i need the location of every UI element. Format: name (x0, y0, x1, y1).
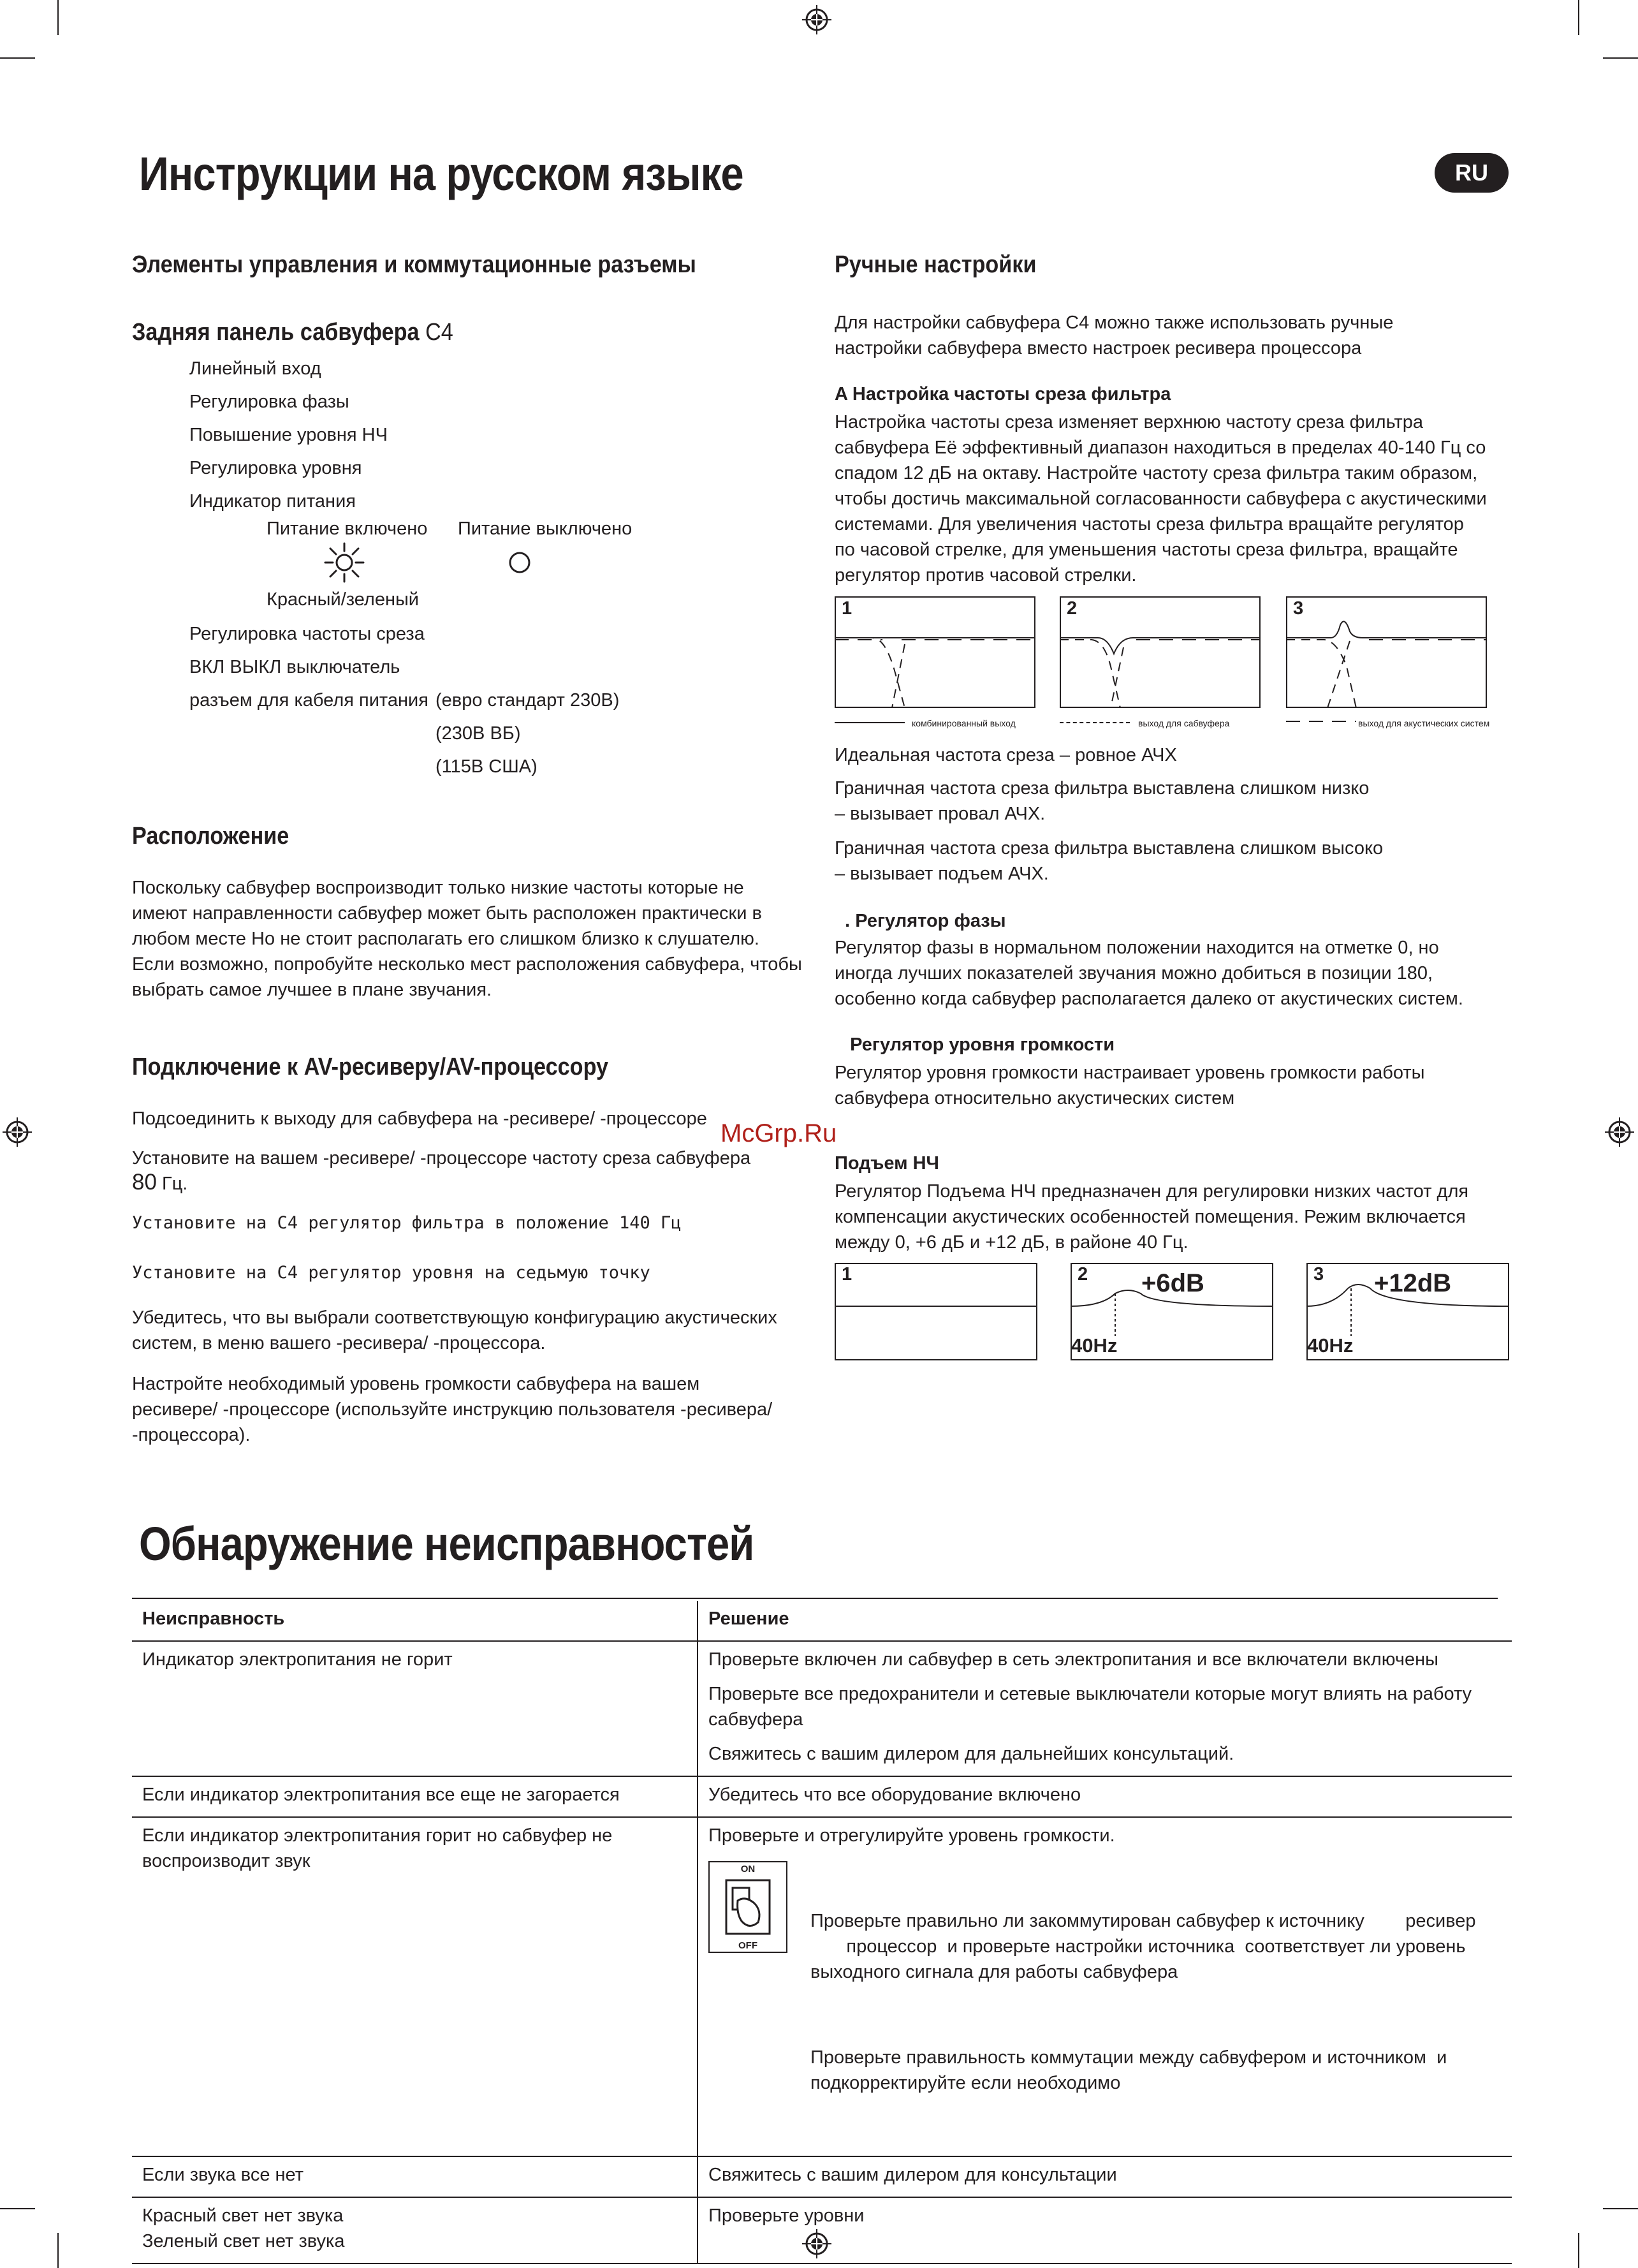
registration-mark-icon (801, 4, 833, 36)
legend-label: выход для сабвуфера (1138, 718, 1230, 728)
graph-number: 1 (842, 1264, 852, 1285)
power-switch-icon: ON OFF (708, 1861, 787, 1953)
connection-step: Установите на вашем -ресивере/ -процессоре частоту среза сабвуфера (132, 1148, 751, 1168)
crop-mark (1603, 2208, 1638, 2209)
controls-item: Регулировка уровня (189, 458, 362, 478)
socket-type: (115В США) (435, 756, 537, 777)
table-row (132, 1641, 1512, 1776)
connection-step: Настройте необходимый уровень громкости сабвуфера на вашем ресивере/ -процессоре (используйте инструкцию пользователя -ресивера/ -процессора). (132, 1374, 773, 1445)
controls-item: Линейный вход (189, 358, 321, 379)
phase-title: . Регулятор фазы (835, 911, 1006, 931)
crossover-note: Идеальная частота среза – ровное АЧХ (835, 745, 1177, 765)
graph-number: 2 (1067, 598, 1078, 619)
crop-mark (0, 57, 35, 59)
crop-mark (0, 2208, 35, 2209)
table-top-rule (132, 1598, 1498, 1599)
legend-line-long-dash (1286, 719, 1356, 723)
boost-graph-1 (835, 1263, 1037, 1360)
crop-mark (57, 2233, 59, 2268)
legend-line-dashed (1060, 722, 1130, 723)
boost-freq-label: 40Hz (1071, 1334, 1118, 1357)
socket-type: (230В ВБ) (435, 723, 521, 744)
crossover-note: Граничная частота среза фильтра выставлена слишком низко – вызывает провал АЧХ. (835, 778, 1370, 824)
connection-step: Установите на C4 регулятор фильтра в положение 140 Гц (132, 1213, 682, 1233)
connection-step: Убедитесь, что вы выбрали соответствующую конфигурацию акустических систем, в меню вашего -ресивера/ -процессора. (132, 1307, 777, 1353)
controls-item: Регулировка фазы (189, 392, 349, 412)
level-text: Регулятор уровня громкости настраивает уровень громкости работы сабвуфера относительно акустических систем (835, 1063, 1425, 1108)
problem-cell: Индикатор электропитания не горит (132, 1641, 698, 1776)
crossover-graph-1 (835, 596, 1035, 708)
manual-heading: Ручные настройки (835, 251, 1037, 278)
table-row (132, 2197, 1512, 2264)
rear-panel-heading: Задняя панель сабвуфера C4 (132, 319, 453, 346)
solution-cell: Проверьте и отрегулируйте уровень громкости. ON OFF Проверьте правильно ли закоммутирован сабвуфер к источнику ресивер процессор и проверьте настройки источника соответствует ли уровень выходного сигнала для работы сабвуфера Проверьте правильность коммутации между сабвуфером и источником и подкорректируйте если необходимо (708, 1825, 1476, 2093)
registration-mark-icon (1604, 1116, 1635, 1148)
led-color-label: Красный/зеленый (267, 589, 420, 610)
boost-text: Регулятор Подъема НЧ предназначен для регулировки низких частот для компенсации акустических особенностей помещения. Режим включается между 0, +6 дБ и +12 дБ, в районе 40 Гц. (835, 1181, 1469, 1253)
problem-cell: Если индикатор электропитания горит но сабвуфер не воспроизводит звук (132, 1817, 698, 2156)
legend-line-solid (835, 722, 905, 723)
troubleshooting-table (132, 1601, 1512, 2264)
graph-number: 3 (1293, 598, 1304, 619)
controls-item: Повышение уровня НЧ (189, 425, 388, 445)
power-socket-label: разъем для кабеля питания (189, 690, 428, 711)
controls-item: Индикатор питания (189, 491, 356, 512)
placement-text: Поскольку сабвуфер воспроизводит только низкие частоты которые не имеют направленности сабвуфер может быть расположен практически в любом месте Но не стоит располагать его слишком близко к слушателю. Если возможно, попробуйте несколько мест расположения сабвуфера, чтобы выбрать самое лучшее в плане звучания. (132, 878, 802, 1000)
power-off-led-icon (508, 551, 531, 574)
connection-heading: Подключение к AV-ресиверу/AV-процессору (132, 1054, 609, 1080)
graph-number: 2 (1078, 1264, 1088, 1285)
problem-column-header: Неисправность (132, 1601, 698, 1641)
graph-number: 3 (1313, 1264, 1324, 1285)
crossover-label: Регулировка частоты среза (189, 624, 425, 644)
crossover-title: A Настройка частоты среза фильтра (835, 384, 1171, 404)
crop-mark (1603, 57, 1638, 59)
crop-mark (1578, 2233, 1579, 2268)
power-off-label: Питание выключено (458, 519, 633, 539)
boost-title: Подъем НЧ (835, 1153, 939, 1174)
solution-column-header: Решение (708, 1609, 789, 1629)
solution-cell: Проверьте включен ли сабвуфер в сеть электропитания и все включатели включены Проверьте все предохранители и сетевые выключатели которые могут влиять на работу сабвуфера Свяжитесь с вашим дилером для дальнейших консультаций. (708, 1649, 1472, 1764)
problem-cell: Красный свет нет звука Зеленый свет нет звука (132, 2197, 698, 2264)
power-on-label: Питание включено (267, 519, 428, 539)
solution-cell: Свяжитесь с вашим дилером для консультации (708, 2165, 1117, 2185)
crop-mark (57, 0, 59, 35)
boost-level-label: +12dB (1374, 1269, 1452, 1297)
language-badge: RU (1435, 153, 1509, 193)
problem-cell: Если индикатор электропитания все еще не загорается (132, 1776, 698, 1817)
solution-cell: Убедитесь что все оборудование включено (708, 1785, 1081, 1805)
power-on-led-icon (324, 542, 365, 583)
placement-heading: Расположение (132, 823, 289, 850)
boost-freq-label: 40Hz (1307, 1334, 1354, 1357)
crop-mark (1578, 0, 1579, 35)
connection-step: 80 Гц. (132, 1170, 188, 1195)
page-title: Инструкции на русском языке (139, 147, 743, 200)
table-header-row (132, 1601, 1512, 1641)
crossover-note: Граничная частота среза фильтра выставлена слишком высоко – вызывает подъем АЧХ. (835, 838, 1384, 884)
problem-cell: Если звука все нет (132, 2156, 698, 2197)
controls-heading: Элементы управления и коммутационные разъемы (132, 251, 696, 278)
level-title: Регулятор уровня громкости (835, 1035, 1115, 1055)
socket-type: (евро стандарт 230В) (435, 690, 620, 711)
crossover-graph-2 (1060, 596, 1261, 708)
table-row (132, 1817, 1512, 2156)
solution-cell: Проверьте уровни (708, 2205, 865, 2226)
manual-intro: Для настройки сабвуфера C4 можно также использовать ручные настройки сабвуфера вместо настроек ресивера процессора (835, 313, 1394, 358)
switch-label: ВКЛ ВЫКЛ выключатель (189, 657, 400, 677)
graph-number: 1 (842, 598, 852, 619)
connection-step: Установите на C4 регулятор уровня на седьмую точку (132, 1263, 650, 1283)
phase-text: Регулятор фазы в нормальном положении находится на отметке 0, но иногда лучших показателей звучания можно добиться в позиции 180, особенно когда сабвуфер располагается далеко от акустических систем. (835, 938, 1463, 1009)
table-row (132, 1776, 1512, 1817)
crossover-graph-3 (1286, 596, 1487, 708)
boost-level-label: +6dB (1141, 1269, 1204, 1297)
legend-label: комбинированный выход (912, 718, 1016, 728)
connection-step: Подсоединить к выходу для сабвуфера на -ресивере/ -процессоре (132, 1108, 707, 1129)
crossover-text: Настройка частоты среза изменяет верхнюю частоту среза фильтра сабвуфера Её эффективный диапазон находиться в пределах 40-140 Гц со спадом 12 дБ на октаву. Настройте частоту среза фильтра таким образом, чтобы достичь максимальной согласованности сабвуфера с акустическими системами. Для увеличения частоты среза фильтра вращайте регулятор по часовой стрелке, для уменьшения частоты среза фильтра, вращайте регулятор против часовой стрелки. (835, 412, 1487, 585)
registration-mark-icon (1, 1116, 33, 1148)
legend-label: выход для акустических систем (1358, 718, 1490, 728)
troubleshooting-title: Обнаружение неисправностей (139, 1517, 754, 1570)
watermark: McGrp.Ru (720, 1119, 837, 1147)
table-row (132, 2156, 1512, 2197)
